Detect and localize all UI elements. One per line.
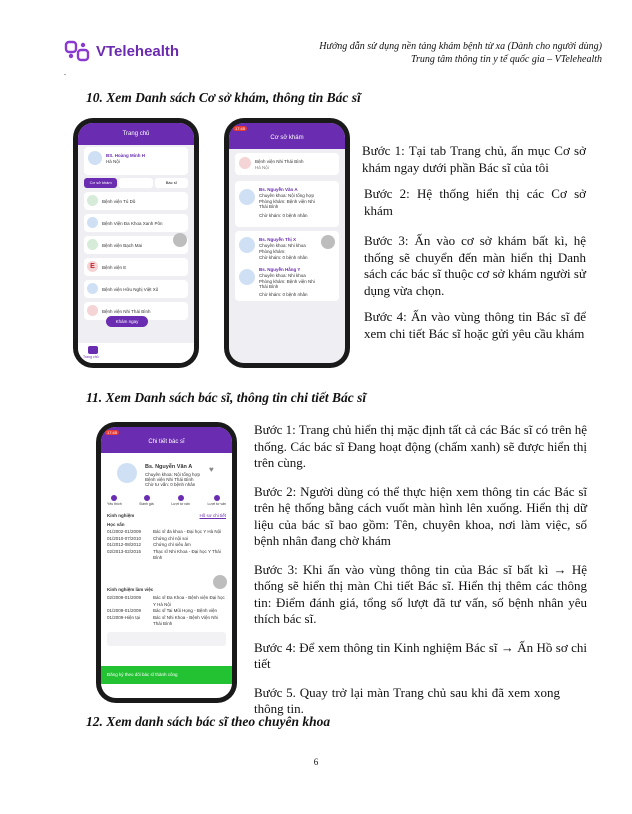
clinic-item[interactable] — [84, 192, 188, 210]
consult-icon — [178, 495, 184, 501]
doctor-avatar — [117, 463, 137, 483]
step-text: Bước 1: Tại tab Trang chủ, ấn mục Cơ sở khám ngay dưới phần Bác sĩ của tôi — [362, 143, 586, 175]
doctor-wait: Chờ khám: 0 bệnh nhân — [259, 213, 308, 218]
clinic-logo-icon — [87, 283, 98, 294]
home-doctor-sub: Hà Nội — [106, 159, 120, 164]
my-doctor-card[interactable] — [84, 147, 188, 175]
section-10-title: 10. Xem Danh sách Cơ sở khám, thông tin Bác sĩ — [86, 90, 361, 105]
doctor-card[interactable] — [235, 181, 339, 227]
home-doctor-name: BS. Hoàng Minh H — [106, 153, 145, 158]
doctor-wait: Chờ khám: 0 bệnh nhân — [259, 255, 308, 260]
bottom-nav — [78, 343, 194, 363]
step-text: Bước 3: Khi ấn vào vùng thông tin của Bác sĩ bất kì → Hệ thống sẽ hiển thị màn Chi tiết Bác sĩ. Hiển thị thêm các thông tin: Điểm đánh giá, tổng số lượt đã tư vấn, số bệnh nhân yêu thích bác sĩ. — [254, 561, 587, 626]
selected-clinic-card[interactable] — [235, 153, 339, 175]
detail-title-bar: Chi tiết bác sĩ — [101, 427, 232, 453]
stat-consults-2: Lượt tư vấn — [208, 495, 226, 506]
home-title-bar: Trang chủ — [78, 123, 194, 145]
education-row: 02/2013-02/2015 Thạc sĩ Nhi Khoa - Đại học Y Thái Bình — [107, 548, 221, 560]
status-time: 17:45 — [107, 430, 118, 435]
clinic-item[interactable] — [84, 258, 188, 276]
doctor-avatar — [88, 151, 102, 165]
education-row: 01/2002-01/2009 Bác sĩ đa khoa - Đại học Y Hà Nội — [107, 529, 222, 534]
doctor-wait: Chờ tư vấn: 0 bệnh nhân — [145, 482, 196, 487]
star-icon — [144, 495, 150, 501]
stat-rating: Đánh giá — [140, 495, 154, 506]
header-line-2: Trung tâm thông tin y tế quốc gia – VTelehealth — [410, 54, 602, 65]
doctor-dept: Phòng khám: Bệnh viện Nhi Thái Bình — [259, 199, 315, 209]
clinic-name: Bệnh Viện Đa Khoa Xanh Pôn — [102, 221, 163, 226]
stat-consults: Lượt tư vấn — [171, 495, 189, 506]
phone-clinic-screenshot — [224, 118, 350, 368]
step-text: Bước 2: Người dùng có thể thực hiện xem thông tin các Bác sĩ trên hệ thống bằng cách vuốt màn hình lên xuống. Hiển thị dữ liệu của bác sĩ bao gồm: Tên, chuyên khoa, nơi làm việc, số bệnh nhân đang chờ khám — [254, 483, 587, 548]
work-list — [107, 595, 225, 628]
section-11-title: 11. Xem Danh sách bác sĩ, thông tin chi tiết Bác sĩ — [86, 390, 367, 405]
phone-doctor-detail-screenshot — [96, 422, 237, 703]
doctor-spec: Chuyên khoa: Nhi khoa — [259, 273, 306, 278]
success-toast: Đăng ký theo dõi bác sĩ thành công — [101, 666, 232, 684]
education-heading: Học vấn — [107, 522, 125, 527]
doctor-card[interactable] — [235, 261, 339, 301]
doctor-dept: Phòng khám: — [259, 249, 286, 254]
work-row: 01/2009-Hiện tại Bác sĩ Nhi Khoa - Bệnh Viện Nhi Thái Bình — [107, 614, 218, 626]
floating-button[interactable] — [173, 233, 187, 247]
clinic-logo-icon — [87, 195, 98, 206]
telehealth-logo-icon — [64, 40, 90, 62]
work-row: 02/2009-01/2009 Bác sĩ Đa Khoa - Bệnh viện Đại học Y Hà Nội — [107, 595, 225, 607]
doctor-avatar — [239, 189, 255, 205]
nav-home-label: Trang chủ — [83, 355, 99, 359]
step-text: Bước 1: Trang chủ hiển thị mặc định tất cả các Bác sĩ có trên hệ thống. Các bác sĩ Đang hoạt động (chấm xanh) sẽ được hiển thị trên cùng. — [254, 422, 587, 470]
detail-profile-link[interactable]: Hồ sơ chi tiết — [199, 513, 226, 518]
page-number: 6 — [313, 757, 319, 767]
education-list — [107, 529, 225, 562]
clinic-item[interactable] — [84, 214, 188, 232]
clinic-logo-icon: E — [87, 261, 98, 272]
clinic-logo-icon — [239, 157, 251, 169]
consult-icon — [214, 495, 220, 501]
brand-name: VTelehealth — [96, 42, 180, 60]
work-experience-heading: Kinh nghiệm làm việc — [107, 587, 154, 592]
home-tabs — [84, 178, 188, 188]
tab-clinics[interactable]: Cơ sở khám — [84, 178, 117, 188]
doctor-spec: Chuyên khoa: Nhi khoa — [259, 243, 306, 248]
exam-now-button[interactable]: Khám ngay — [106, 316, 148, 327]
clinic-item[interactable] — [84, 280, 188, 298]
selected-clinic-name: Bệnh viện Nhi Thái Bình — [255, 159, 304, 164]
heart-icon[interactable]: ♥ — [209, 465, 214, 474]
stats-row — [107, 495, 226, 506]
clinic-name: Bệnh viện E — [102, 265, 127, 270]
clinic-name: Bệnh viện Bạch Mai — [102, 243, 143, 248]
doctor-dept: Phòng khám: Bệnh viện Nhi Thái Bình — [259, 279, 315, 289]
selected-clinic-sub: Hà Nội — [255, 165, 269, 170]
doctor-work: Bệnh viện Nhi Thái Bình — [145, 477, 194, 482]
step-text: Bước 3: Ấn vào cơ sở khám bất kì, hệ thống sẽ chuyển đến màn hiển thị Danh sách các bác sĩ thuộc cơ sở khám người sử dụng vừa chọn. — [364, 233, 586, 298]
home-icon[interactable] — [88, 346, 98, 354]
doctor-name: Bs. Nguyễn Thị X — [259, 237, 297, 242]
education-row: 01/2012-08/2012 Chứng chỉ siêu âm — [107, 542, 191, 547]
header-line-1: Hướng dẫn sử dụng nền tảng khám bệnh từ xa (Dành cho người dùng) — [319, 41, 602, 52]
floating-button[interactable] — [213, 575, 227, 589]
header-dot: . — [64, 68, 66, 77]
phone-home-screenshot — [73, 118, 199, 368]
tab-middle[interactable] — [119, 178, 152, 188]
clinic-name: Bệnh viện Tú Dũ — [102, 199, 136, 204]
clinic-name: Bệnh viện Nhi Thái Bình — [102, 309, 151, 314]
experience-heading: Kinh nghiệm — [107, 513, 135, 518]
step-text: Bước 5. Quay trở lại màn Trang chủ sau khi đã xem xong thông tin. — [254, 684, 560, 716]
doctor-spec: Chuyên khoa: Nội tổng hợp — [259, 193, 314, 198]
tab-doctors[interactable]: Bác sĩ — [155, 178, 188, 188]
section-10-steps — [362, 143, 586, 342]
document-header — [319, 40, 602, 66]
brand-logo — [64, 40, 179, 62]
floating-button[interactable] — [321, 235, 335, 249]
clinic-logo-icon — [87, 239, 98, 250]
doctor-name: Bs. Nguyễn Hằng Y — [259, 267, 301, 272]
step-text: Bước 4: Để xem thông tin Kinh nghiệm Bác sĩ → Ấn Hồ sơ chi tiết — [254, 639, 587, 671]
doctor-avatar — [239, 269, 255, 285]
clinic-name: Bệnh viện Hữu Nghị Việt Xô — [102, 287, 159, 292]
work-row: 01/2009-01/2009 Bác sĩ Tai Mũi Họng - Bệnh viện — [107, 608, 217, 613]
education-row: 01/2010-07/2010 Chứng chỉ nội soi — [107, 535, 189, 541]
doctor-wait: Chờ khám: 0 bệnh nhân — [259, 292, 308, 297]
stat-favorite: Yêu thích — [107, 495, 122, 506]
doctor-name: Bs. Nguyễn Văn A — [145, 464, 193, 470]
section-11-steps — [254, 422, 587, 718]
clinic-logo-icon — [87, 305, 98, 316]
favorite-icon — [111, 495, 117, 501]
doctor-spec: Chuyên khoa: Nội tổng hợp — [145, 472, 200, 477]
doctor-name: Bs. Nguyễn Văn A — [259, 187, 298, 192]
clinic-title-bar: Cơ sở khám — [229, 123, 345, 149]
status-time: 17:45 — [235, 126, 246, 131]
section-12-title: 12. Xem danh sách bác sĩ theo chuyên khoa — [86, 714, 331, 729]
info-strip — [107, 632, 226, 646]
step-text: Bước 4: Ấn vào vùng thông tin Bác sĩ để xem chi tiết Bác sĩ hoặc gửi yêu cầu khám — [364, 309, 586, 341]
clinic-logo-icon — [87, 217, 98, 228]
doctor-avatar — [239, 237, 255, 253]
step-text: Bước 2: Hệ thống hiển thị các Cơ sở khám — [364, 186, 586, 218]
